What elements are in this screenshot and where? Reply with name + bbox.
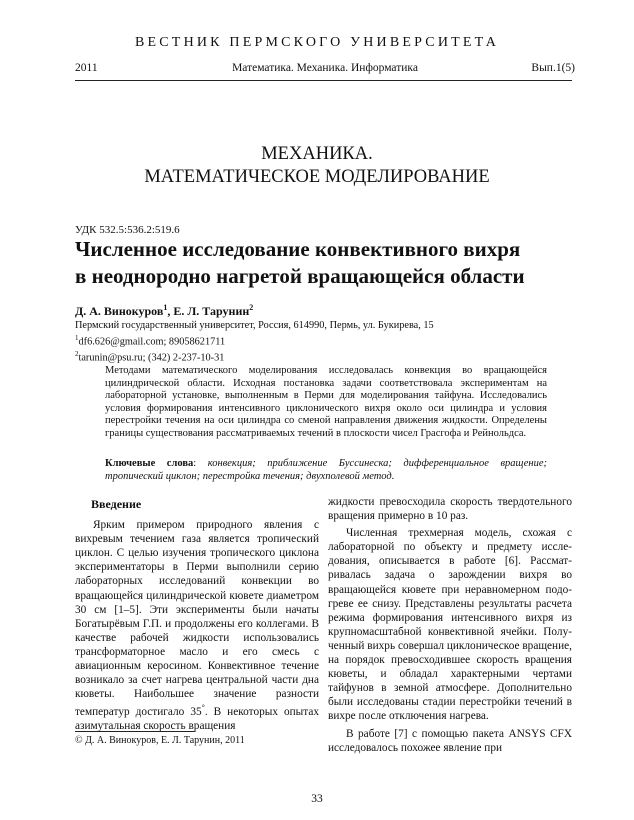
page-number: 33 <box>311 793 323 805</box>
affiliation: Пермский государственный университет, Россия, 614990, Пермь, ул. Букирева, 15 <box>75 320 434 331</box>
contact-2-text: tarunin@psu.ru; (342) 2-237-10-31 <box>78 352 225 364</box>
paper-title <box>75 236 575 290</box>
author-1-sup: 1 <box>163 303 168 312</box>
contact-2-sup: 2 <box>75 350 79 359</box>
right-paragraph-0: жидкости превосходила скорость твердотельного вращения примерно в 10 раз. <box>328 496 572 523</box>
left-paragraph-1-b: . В некоторых опытах азимутальная скорость вращения <box>75 706 319 733</box>
header-year: 2011 <box>75 62 98 74</box>
right-column <box>328 495 572 755</box>
udk-code: УДК 532.5:536.2:519.6 <box>75 224 180 236</box>
degree-symbol: ° <box>201 703 205 713</box>
left-paragraph-1 <box>75 518 319 733</box>
author-2-sup: 2 <box>249 303 254 312</box>
intro-heading: Введение <box>91 497 142 511</box>
authors <box>75 303 253 319</box>
contact-1-text: df6.626@gmail.com; 89058621711 <box>78 336 226 348</box>
right-paragraph-2: В работе [7] с помощью пакета ANSYS CFX исследовалось похожее явление при <box>328 727 572 754</box>
header-series: Математика. Механика. Информатика <box>232 62 418 74</box>
right-paragraph-1: Численная трехмерная модель, схожая с лабораторной по объекту и предмету исследования, описывается в работе [6]. Рассматривалась задача о зарождении вихря во вращающейся кювете при неравномерном подогреве ее снизу. Представлены результаты расчета режима формирования интенсивного вихря из крупномасштабной конвективной ячейки. Полученный вихрь совершал циклоническое вращение, на порядок превосходившее скорость вращения кюветы, и обладал характерными чертами тайфунов в земной атмосфере. Дополнительно были исследованы стадии перестройки течений в вихре после отключения нагрева. <box>328 527 572 723</box>
left-paragraph-1-a: Ярким примером природного явления с вихревым течением газа является тропический циклон. С целью изучения тропического циклона экспериментаторы в Перми выполнили серию лабораторных исследований конвекции во вращающейся цилиндрической кювете диаметром 30 см [1–5]. Эти эксперименты были начаты Богатырёвым Г.П. и продолжены его коллегами. В качестве рабочей жидкости использовались трансформаторное масло и его смесь с авиационным керосином. Конвективное течение возникало за счет нагрева центральной части дна кюветы. Наибольшее значение разности температур достигало 35 <box>75 519 319 719</box>
section-title-line2: МАТЕМАТИЧЕСКОЕ МОДЕЛИРОВАНИЕ <box>144 167 490 187</box>
journal-title: ВЕСТНИК ПЕРМСКОГО УНИВЕРСИТЕТА <box>134 35 500 50</box>
keywords-colon: : <box>193 458 208 469</box>
contact-2 <box>75 348 434 364</box>
paper-title-line2: в неоднородно нагретой вращающейся области <box>75 264 525 288</box>
keywords <box>105 458 547 483</box>
contact-1 <box>75 332 434 348</box>
section-title-line1: МЕХАНИКА. <box>261 144 373 164</box>
affiliation-block <box>75 320 434 365</box>
left-column <box>75 497 319 733</box>
author-1: Д. А. Винокуров <box>75 304 164 318</box>
keywords-label: Ключевые слова <box>105 458 194 469</box>
contact-1-sup: 1 <box>75 334 79 342</box>
keywords-list: конвекция; приближение Буссинеска; дифференциальное вращение; тропический циклон; перестройка течения; двухполевой метод. <box>105 458 547 482</box>
copyright-footnote: © Д. А. Винокуров, Е. Л. Тарунин, 2011 <box>75 735 245 746</box>
abstract: Методами математического моделирования исследовалась конвекция во вращающейся цилиндрической области. Исходная постановка задачи соответствовала экспериментам на лабораторной установке, выполненным в Перми для моделирования тайфуна. Исследовались условия формирования интенсивного циклонического вихря около оси цилиндра и условия перестройки течения на оси цилиндра со сменой направления движения жидкости. Определены границы существования рассматриваемых течений в плоскости чисел Грасгофа и Рейнольдса. <box>105 365 547 439</box>
header-rule <box>75 80 572 81</box>
author-2: Е. Л. Тарунин <box>173 304 250 318</box>
footnote-rule <box>75 731 195 732</box>
author-separator: , <box>167 304 174 318</box>
paper-title-line1: Численное исследование конвективного вихря <box>75 237 521 261</box>
section-title <box>0 143 634 189</box>
header-issue: Вып.1(5) <box>531 62 575 74</box>
